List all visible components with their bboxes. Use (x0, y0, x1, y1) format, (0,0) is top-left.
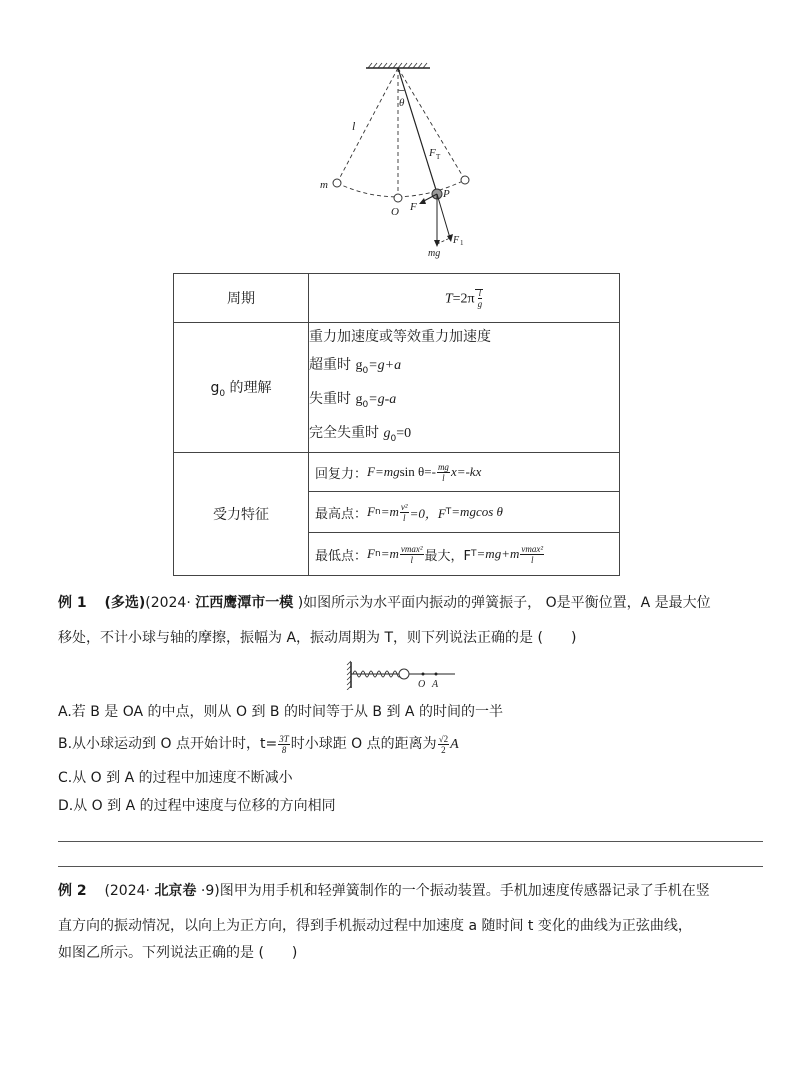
lowest-b: =m (380, 546, 399, 562)
lowest-c: 最大，F (424, 548, 472, 564)
example1-tag: (多选) (104, 595, 146, 611)
option-b-num2: √2 (438, 733, 449, 744)
example2-text-2: 直方向的振动情况，以向上为正方向，得到手机振动过程中加速度 a 随时间 t 变化的曲线为正弦曲线， (58, 918, 692, 934)
option-b-pre: B.从小球运动到 O 点开始计时，t= (58, 736, 278, 752)
g0-line-3 (309, 385, 619, 419)
restoring-a: F=mg (367, 464, 400, 480)
example1-source-name: 江西鹰潭市一模 (195, 595, 294, 611)
option-b-den: 8 (281, 744, 287, 755)
lowest-label: 最低点： (315, 548, 368, 564)
example1-source-year: (2024· (145, 595, 191, 611)
weightless-eq: =0 (396, 425, 412, 441)
g0-sub: 0 (219, 388, 226, 399)
lowest-den: l (410, 554, 413, 565)
row-head-g0 (174, 323, 309, 453)
spring-O-label: O (418, 679, 426, 690)
lowest-den2: l (530, 554, 534, 565)
example1-line1 (58, 588, 768, 618)
table-row-force (174, 453, 620, 576)
weightless-sub: 0 (390, 433, 397, 444)
restoring-c: x=-kx (450, 464, 482, 480)
force-highest (309, 492, 619, 533)
length-label: l (352, 119, 356, 133)
force-lowest (309, 533, 619, 575)
option-a-text: A.若 B 是 OA 的中点，则从 O 到 B 的时间等于从 B 到 A 的时间的一半 (58, 704, 503, 720)
spring-oscillator-figure (345, 660, 460, 690)
option-b-den2: 2 (441, 744, 446, 755)
pendulum-summary-table (173, 273, 620, 576)
example1-source-close: ) (297, 595, 304, 611)
example2-line2 (58, 911, 778, 941)
answer-line-2 (58, 866, 763, 867)
row-head-force (174, 453, 309, 576)
lowest-d: =mg+m (476, 546, 520, 562)
example2-text-1: 图甲为用手机和轻弹簧制作的一个振动装置。手机加速度传感器记录了手机在竖 (219, 883, 710, 899)
gravity-label: mg (428, 248, 441, 259)
tension-label-sub: T (436, 153, 441, 161)
underweight-g: g (355, 391, 363, 407)
component-f1-label: F (453, 235, 460, 246)
underweight-sub: 0 (362, 399, 369, 410)
force-details (309, 453, 620, 576)
option-b-end: A (450, 737, 459, 752)
g0-line-2 (309, 351, 619, 385)
g0-g: g (210, 379, 220, 396)
restoring-den: l (442, 472, 445, 483)
tension-label: F (429, 147, 436, 159)
restoring-force-label: F (410, 201, 417, 213)
highest-sub2: T (445, 507, 452, 518)
option-b-num: 3T (279, 733, 289, 744)
force-heading: 受力特征 (213, 507, 269, 524)
mass-label: m (320, 179, 328, 191)
highest-c: =0，F (409, 505, 446, 521)
overweight-g: g (355, 358, 363, 373)
highest-d: =mgcos θ (451, 504, 503, 520)
pendulum-figure (310, 60, 490, 260)
lowest-a: F (367, 546, 375, 562)
example2-text-3: 如图乙所示。下列说法正确的是 ( ) (58, 945, 298, 961)
highest-a: F (367, 504, 375, 520)
g0-line-1: 重力加速度或等效重力加速度 (309, 329, 491, 345)
restoring-b: sin θ=- (399, 464, 436, 480)
highest-b: =m (380, 504, 399, 520)
theta-label: θ (399, 97, 405, 109)
highest-sub: n (374, 507, 381, 518)
example2-line1 (58, 876, 768, 906)
lowest-sub: n (374, 549, 381, 560)
example1-option-a (58, 697, 503, 727)
option-d-text: D.从 O 到 A 的过程中速度与位移的方向相同 (58, 798, 336, 814)
highest-den: l (402, 512, 406, 523)
overweight-eq: =g+a (368, 358, 402, 373)
period-heading: 周期 (227, 291, 255, 307)
table-row-period (174, 274, 620, 323)
lowest-num: vmax² (400, 543, 423, 554)
lowest-sub2: T (471, 549, 477, 560)
example2-label: 例 2 (58, 883, 87, 899)
highest-num: v² (400, 501, 408, 512)
example1-option-c (58, 763, 293, 793)
answer-line-1 (58, 841, 763, 842)
underweight-text: 失重时 (309, 390, 356, 407)
restoring-label: 回复力： (315, 466, 368, 482)
component-f1-sub: 1 (460, 239, 464, 247)
example1-option-d (58, 791, 336, 821)
formula-T: T (444, 291, 453, 306)
restoring-num: mg (437, 461, 449, 472)
row-head-period (174, 274, 309, 323)
weightless-text: 完全失重时 (309, 424, 384, 441)
sqrt-den: g (477, 298, 483, 309)
overweight-text: 超重时 (309, 357, 356, 373)
option-b-mid: 时小球距 O 点的距离为 (290, 736, 437, 752)
example1-line2 (58, 623, 768, 653)
g0-rest: 的理解 (229, 379, 272, 396)
sqrt-num: l (478, 287, 482, 298)
equilibrium-label: O (391, 206, 399, 218)
sqrt (475, 287, 484, 309)
g0-details (309, 323, 620, 453)
table-row-g0 (174, 323, 620, 453)
example2-source-name: 北京卷 (154, 883, 197, 899)
force-restoring (309, 453, 619, 492)
point-p-label: P (443, 188, 450, 200)
example2-source-close: ·9) (200, 883, 220, 899)
weightless-g: g (383, 425, 391, 441)
g0-line-4 (309, 419, 619, 453)
lowest-num2: vmax² (521, 543, 544, 554)
spring-A-label: A (432, 679, 439, 690)
period-formula (309, 274, 620, 323)
example2-source-year: (2024· (104, 883, 150, 899)
highest-label: 最高点： (315, 506, 368, 522)
underweight-eq: =g-a (368, 391, 397, 407)
example2-line3 (58, 938, 768, 968)
formula-eq: =2π (452, 291, 475, 306)
overweight-sub: 0 (362, 365, 369, 376)
example1-option-b (58, 729, 459, 760)
example1-text-2: 移处，不计小球与轴的摩擦，振幅为 A，振动周期为 T，则下列说法正确的是 ( ) (58, 630, 577, 646)
example1-text-1: 如图所示为水平面内振动的弹簧振子， O是平衡位置，A 是最大位 (303, 595, 711, 611)
example1-label: 例 1 (58, 595, 87, 611)
option-c-text: C.从 O 到 A 的过程中加速度不断减小 (58, 770, 293, 786)
